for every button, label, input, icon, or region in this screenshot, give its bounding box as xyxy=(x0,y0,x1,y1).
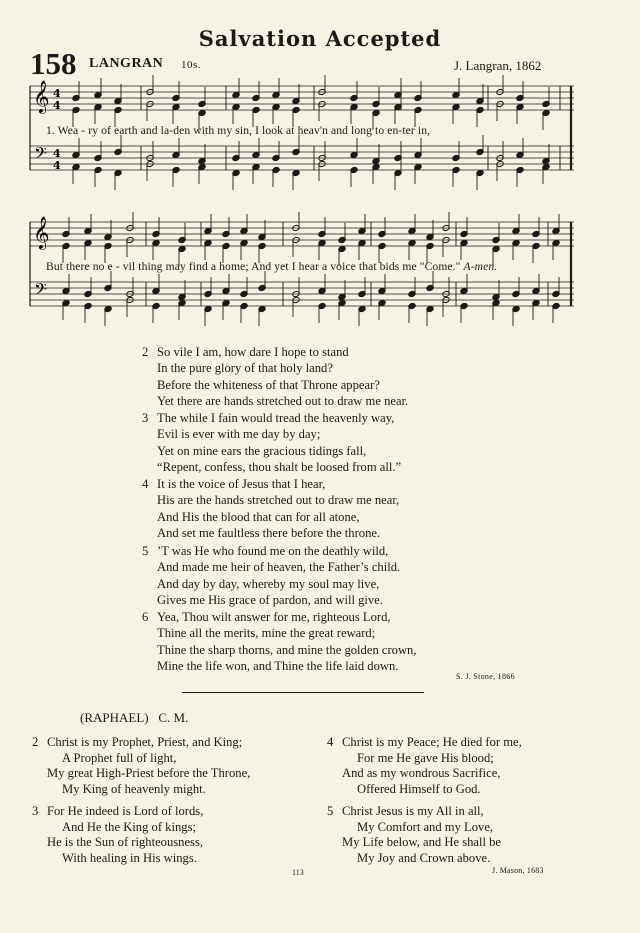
verse-line: His are the hands stretched out to draw me near, xyxy=(157,493,400,508)
verse-line: Yea, Thou wilt answer for me, righteous Lord, xyxy=(157,610,391,624)
author-credit: S. J. Stone, 1866 xyxy=(456,672,515,681)
verse-3 xyxy=(142,410,401,476)
time-signature-icon: 4 xyxy=(53,159,61,172)
verse-line: Christ Jesus is my All in all, xyxy=(342,804,484,818)
verse-line: And set me faultless there before the throne. xyxy=(157,526,381,541)
verse-line: Thine the sharp thorns, and mine the golden crown, xyxy=(157,642,417,657)
verse-line: And day by day, whereby my soul may live, xyxy=(157,576,380,591)
verse-line: He is the Sun of righteousness, xyxy=(47,835,204,849)
author-credit: J. Mason, 1683 xyxy=(492,866,544,875)
amen-label: A-men. xyxy=(463,260,498,273)
verse-number: 5 xyxy=(142,544,149,558)
verse-line: My Comfort and my Love, xyxy=(357,819,494,834)
verse-line: Mine the life won, and Thine the life laid down. xyxy=(157,659,399,674)
second-hymn-heading xyxy=(80,710,188,726)
verse-line: For He indeed is Lord of lords, xyxy=(47,804,204,818)
music-system-2 xyxy=(26,212,574,338)
verse-number: 3 xyxy=(32,804,39,818)
verse-line: Christ is my Prophet, Priest, and King; xyxy=(47,735,243,749)
verse-number: 5 xyxy=(327,804,334,818)
page-number: 113 xyxy=(292,868,304,877)
second-hymn-tune: (RAPHAEL) xyxy=(80,710,149,725)
verse-line: Gives me His grace of pardon, and will give. xyxy=(157,593,383,608)
divider xyxy=(182,692,424,693)
verse-line: For me He gave His blood; xyxy=(357,750,494,765)
hymn-number: 158 xyxy=(30,46,77,81)
verse-5 xyxy=(142,543,400,609)
composer: J. Langran, 1862 xyxy=(454,58,542,73)
verse-line: In the pure glory of that holy land? xyxy=(157,361,333,376)
verse-line: Christ is my Peace; He died for me, xyxy=(342,735,522,749)
lyric-line-2-text: But there no e - vil thing may find a home; And yet I hear a voice that bids me "Come." xyxy=(46,260,461,273)
verse-line: The while I fain would tread the heavenly way, xyxy=(157,411,395,425)
verse-line: “Repent, confess, thou shalt be loosed from all.” xyxy=(157,460,402,475)
second-hymn-meter: C. M. xyxy=(158,710,189,725)
treble-clef-icon: 𝄞 xyxy=(33,80,50,113)
verse-line: My King of heavenly might. xyxy=(62,781,206,796)
verse-line: And made me heir of heaven, the Father’s child. xyxy=(157,560,401,575)
verse-number: 2 xyxy=(32,735,39,749)
verse-line: My Life below, and He shall be xyxy=(342,835,502,849)
verse-line: A Prophet full of light, xyxy=(62,750,177,765)
second-hymn-right-column xyxy=(327,735,522,866)
verse-line: My Joy and Crown above. xyxy=(357,850,491,865)
meter: 10s. xyxy=(181,59,202,71)
page-title: Salvation Accepted xyxy=(198,26,442,51)
verse-line: Thine all the merits, mine the great reward; xyxy=(157,626,376,641)
second-hymn-left-column xyxy=(32,735,250,866)
verse-number: 6 xyxy=(142,610,149,624)
verse-line: Yet there are hands stretched out to draw me near. xyxy=(157,394,409,409)
verse-number: 3 xyxy=(142,411,149,425)
verse-number: 2 xyxy=(142,345,149,359)
bass-clef-icon: 𝄢 xyxy=(34,143,47,167)
verse-line: Evil is ever with me day by day; xyxy=(157,427,321,442)
verse-number: 4 xyxy=(327,735,334,749)
verse-2 xyxy=(142,344,408,410)
verse-line: So vile I am, how dare I hope to stand xyxy=(157,345,349,359)
bass-clef-icon: 𝄢 xyxy=(34,279,47,303)
verse-4 xyxy=(142,476,399,542)
verse-line: It is the voice of Jesus that I hear, xyxy=(157,477,326,491)
verse-line: Before the whiteness of that Throne appear? xyxy=(157,377,380,392)
verse-line: Yet on mine ears the gracious tidings fall, xyxy=(157,443,367,458)
time-signature-icon: 4 xyxy=(53,87,61,100)
treble-clef-icon: 𝄞 xyxy=(33,216,50,249)
verse-line: And He the King of kings; xyxy=(62,819,196,834)
tune-name: LANGRAN xyxy=(89,56,164,71)
time-signature-icon: 4 xyxy=(53,147,61,160)
verse-line: And His the blood that can for all atone, xyxy=(157,509,360,524)
lyric-line-2 xyxy=(46,260,497,273)
verse-6 xyxy=(142,609,417,675)
verse-line: ’T was He who found me on the deathly wild, xyxy=(157,544,389,558)
verse-number: 4 xyxy=(142,477,149,491)
verse-line: My great High-Priest before the Throne, xyxy=(47,766,251,780)
verse-line: And as my wondrous Sacrifice, xyxy=(342,766,501,780)
time-signature-icon: 4 xyxy=(53,99,61,112)
verse-line: Offered Himself to God. xyxy=(357,781,481,796)
verse-line: With healing in His wings. xyxy=(62,850,197,865)
lyric-line-1: 1. Wea - ry of earth and la-den with my sin, I look at heav'n and long to en-ter in, xyxy=(46,124,431,137)
